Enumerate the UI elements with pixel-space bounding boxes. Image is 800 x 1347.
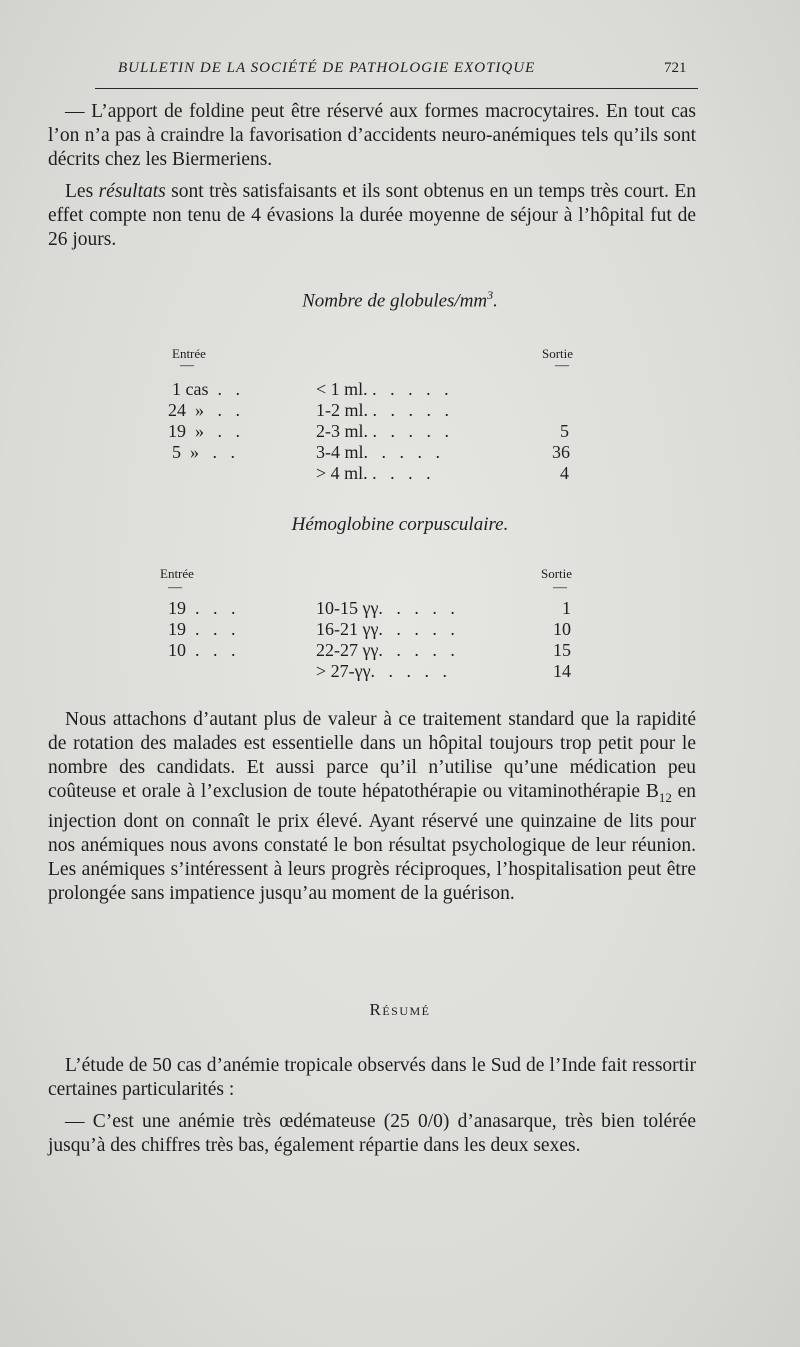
resume-initial: R <box>369 1000 383 1019</box>
table2-row-sortie: 14 <box>553 661 571 681</box>
table1-row-range: 1-2 ml. . . . . . <box>316 400 449 420</box>
table1-row-range: 3-4 ml. . . . . <box>316 442 440 462</box>
emphasis-resultats: résultats <box>98 181 166 202</box>
resume-rest: ésumé <box>382 1000 431 1019</box>
paragraph-etude: L’étude de 50 cas d’anémie tropicale observés dans le Sud de l’Inde fait ressortir certaines particularités : <box>48 1055 696 1100</box>
paragraph-text: sont très satisfaisants et ils sont obtenus en un temps très court. En effet compte non tenu de 4 évasions la durée moyenne de séjour à l’hôpital fut de 26 jours. <box>48 181 696 250</box>
table2-col-sortie: Sortie <box>541 566 573 581</box>
table2-row-sortie: 1 <box>562 598 571 618</box>
table1-title-text: Nombre de globules/mm <box>302 290 488 312</box>
table1-row-entree: 19 » . . <box>168 421 240 441</box>
paragraph-resultats <box>48 180 696 252</box>
table1-col-sortie: Sortie <box>542 346 574 361</box>
table1-col-entree: Entrée <box>172 346 206 361</box>
table2-row-sortie: 15 <box>553 640 571 660</box>
paragraph-text: Nous attachons d’autant plus de valeur à ce traitement standard que la rapidité de rotation des malades est essentielle dans un hôpital toujours trop petit pour le nombre des candidats. Et aussi parce qu’il n’utilise qu’une médication peu coûteuse et orale à l’exclusion de toute hépatothérapie ou vitaminothérapie B <box>48 709 696 802</box>
table2-row-entree: 19 . . . <box>168 598 236 618</box>
table2-row-range: 10-15 γγ. . . . . <box>316 598 455 618</box>
table2-row-range: 16-21 γγ. . . . . <box>316 619 455 639</box>
paragraph-traitement <box>48 708 696 906</box>
running-title: BULLETIN DE LA SOCIÉTÉ DE PATHOLOGIE EXOTIQUE <box>118 60 536 76</box>
resume-heading <box>0 1000 800 1020</box>
table1-title <box>0 288 800 312</box>
table1-row-entree: 1 cas . . <box>172 379 240 399</box>
header-rule <box>95 88 698 89</box>
table1-dash-sortie: — <box>555 358 569 373</box>
table2-row-entree: 19 . . . <box>168 619 236 639</box>
table2-row-entree: 10 . . . <box>168 640 236 660</box>
table2-row-range: > 27-γγ. . . . . <box>316 661 448 681</box>
table1-row-range: 2-3 ml. . . . . . <box>316 421 449 441</box>
table1-row-range: < 1 ml. . . . . . <box>316 379 449 399</box>
table1-row-range: > 4 ml. . . . . <box>316 463 431 483</box>
table1-title-end: . <box>493 290 498 312</box>
paragraph-text: Les <box>65 181 99 202</box>
table2-row-range: 22-27 γγ. . . . . <box>316 640 455 660</box>
table1-row-sortie: 36 <box>552 442 570 462</box>
page-number: 721 <box>664 60 687 76</box>
table2-dash-entree: — <box>168 580 182 595</box>
table2-dash-sortie: — <box>553 580 567 595</box>
table1-row-sortie: 4 <box>560 463 569 483</box>
paragraph-text: en injection dont on connaît le prix élevé. Ayant réservé une quinzaine de lits pour nos anémiques nous avons constaté le bon résultat psychologique de leur réunion. Les anémiques s’intéressent à leurs progrès réciproques, l’hospitalisation peut être prolongée sans impatience jusqu’au moment de la guérison. <box>48 781 696 904</box>
table1-dash-entree: — <box>180 358 194 373</box>
table2-title: Hémoglobine corpusculaire. <box>291 514 509 535</box>
table1-row-entree: 24 » . . <box>168 400 240 420</box>
table1-row-entree: 5 » . . <box>172 442 235 462</box>
subscript-12: 12 <box>658 789 672 805</box>
paragraph-anemie: — C’est une anémie très œdémateuse (25 0/0) d’anasarque, très bien tolérée jusqu’à des chiffres très bas, également répartie dans les deux sexes. <box>48 1111 696 1156</box>
table2-col-entree: Entrée <box>160 566 194 581</box>
table1-row-sortie: 5 <box>560 421 569 441</box>
table2-row-sortie: 10 <box>553 619 571 639</box>
paragraph-foldine: — L’apport de foldine peut être réservé aux formes macrocytaires. En tout cas l’on n’a pas à craindre la favorisation d’accidents neuro-anémiques tels qu’ils sont décrits chez les Biermeriens. <box>48 101 696 170</box>
table1-title-superscript: 3 <box>487 288 494 302</box>
